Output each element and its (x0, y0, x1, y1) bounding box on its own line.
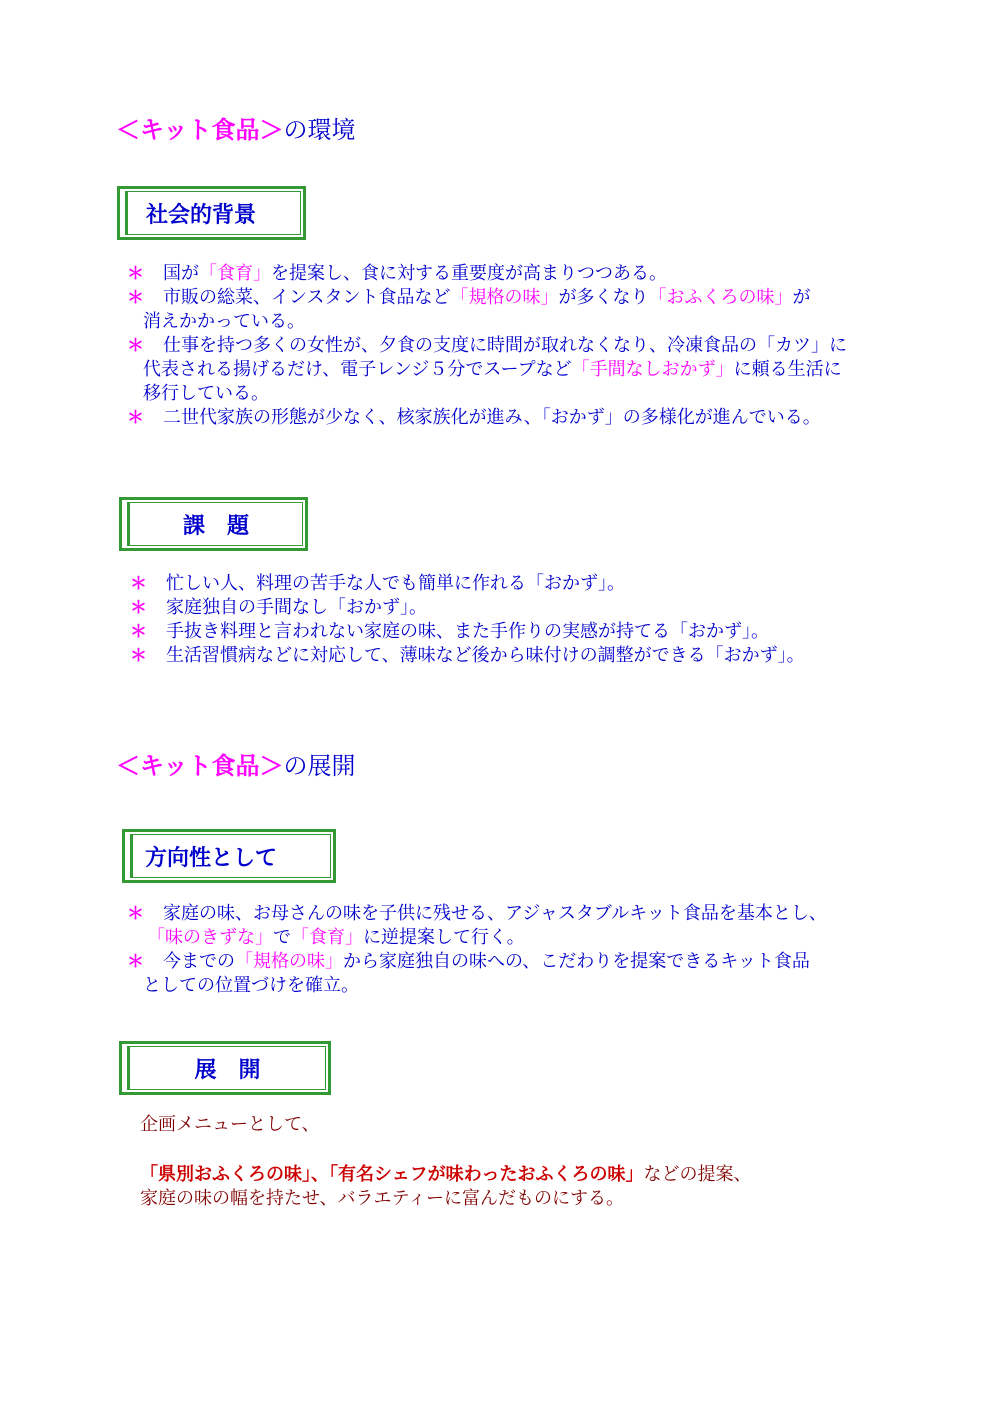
list-item: ＊ 市販の総菜、インスタント食品など「規格の味」が多くなり「おふくろの味」が 消えかかっている。 (127, 287, 811, 332)
asterisk-icon: ＊ (127, 288, 144, 308)
background-list (127, 262, 937, 430)
menu-proposal: 「県別おふくろの味」、「有名シェフが味わったおふくろの味」などの提案、 家庭の味の幅を持たせ、バラエティーに富んだものにする。 (140, 1164, 752, 1209)
asterisk-icon: ＊ (130, 646, 147, 666)
list-item: ＊ 仕事を持つ多くの女性が、夕食の支度に時間が取れなくなり、冷凍食品の「カツ」に 代表される揚げるだけ、電子レンジ５分でスープなど「手間なしおかず」に頼る生活に 移行している。 (127, 335, 847, 404)
asterisk-icon: ＊ (127, 408, 144, 428)
box-label: 方向性として (145, 845, 278, 871)
list-item: ＊ 今までの「規格の味」から家庭独自の味への、こだわりを提案できるキット食品 としての位置づけを確立。 (127, 951, 810, 996)
menu-intro: 企画メニューとして、 (140, 1114, 320, 1135)
section-heading-environment (116, 116, 356, 144)
section-heading-development (116, 752, 356, 780)
list-item: ＊ 忙しい人、料理の苦手な人でも簡単に作れる「おかず」。 (130, 573, 625, 594)
issues-list (130, 572, 930, 668)
list-item: ＊ 二世代家族の形態が少なく、核家族化が進み、「おかず」の多様化が進んでいる。 (127, 407, 821, 428)
box-development (119, 1041, 331, 1095)
asterisk-icon: ＊ (127, 904, 144, 924)
asterisk-icon: ＊ (130, 574, 147, 594)
menu-proposal-line2: 家庭の味の幅を持たせ、バラエティーに富んだものにする。 (140, 1188, 625, 1209)
box-social-background (117, 186, 306, 240)
list-item: ＊ 国が「食育」を提案し、食に対する重要度が高まりつつある。 (127, 263, 667, 284)
menu-proposal-highlight: 「県別おふくろの味」、「有名シェフが味わったおふくろの味」 (140, 1164, 644, 1185)
asterisk-icon: ＊ (127, 336, 144, 356)
asterisk-icon: ＊ (127, 952, 144, 972)
list-item: ＊ 手抜き料理と言われない家庭の味、また手作りの実感が持てる「おかず」。 (130, 621, 769, 642)
box-direction (122, 829, 336, 883)
box-label: 課 題 (182, 513, 249, 539)
list-item: ＊ 家庭独自の手間なし「おかず」。 (130, 597, 427, 618)
asterisk-icon: ＊ (130, 598, 147, 618)
direction-list (127, 902, 927, 998)
heading-kit-label: ＜キット食品＞ (116, 752, 284, 780)
box-label: 社会的背景 (146, 202, 257, 228)
list-item: ＊ 生活習慣病などに対応して、薄味など後から味付けの調整ができる「おかず」。 (130, 645, 805, 666)
heading-kit-label: ＜キット食品＞ (116, 116, 284, 144)
box-issues (119, 497, 308, 551)
asterisk-icon: ＊ (130, 622, 147, 642)
asterisk-icon: ＊ (127, 264, 144, 284)
box-label: 展 開 (194, 1057, 261, 1083)
heading-suffix: の展開 (283, 752, 356, 780)
heading-suffix: の環境 (283, 116, 356, 144)
list-item: ＊ 家庭の味、お母さんの味を子供に残せる、アジャスタブルキット食品を基本とし、 「味のきずな」で「食育」に逆提案して行く。 (127, 903, 827, 948)
